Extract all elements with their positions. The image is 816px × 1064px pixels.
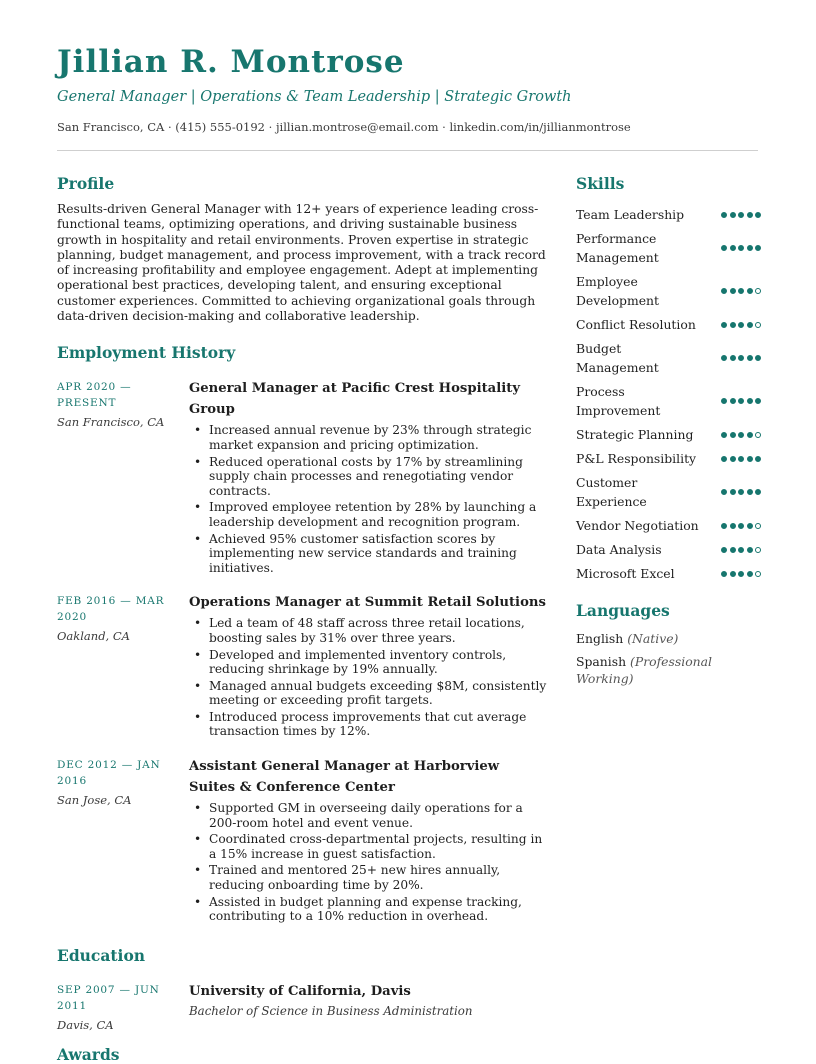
- skill-rating: [721, 523, 761, 529]
- education-entry: [57, 981, 547, 1032]
- employment-heading: Employment History: [57, 343, 236, 363]
- achievement-item: • Led a team of 48 staff across three retail locations, boosting sales by 31% over three years.: [189, 616, 547, 645]
- achievement-item: • Managed annual budgets exceeding $8M, consistently meeting or exceeding profit targets.: [189, 679, 547, 708]
- candidate-name: Jillian R. Montrose: [57, 44, 405, 80]
- skill-name: P&L Responsibility: [576, 451, 697, 466]
- rating-dot-filled-icon: [721, 432, 727, 438]
- skills-section: [576, 174, 761, 583]
- job-location: San Jose, CA: [57, 793, 132, 808]
- job-dates: FEB 2016 — MAR 2020: [57, 595, 165, 624]
- rating-dot-filled-icon: [721, 456, 727, 462]
- rating-dot-filled-icon: [738, 571, 744, 577]
- rating-dot-filled-icon: [730, 432, 736, 438]
- header-divider: [57, 150, 758, 151]
- language-level: (Professional Working): [576, 654, 712, 686]
- skill-rating: [721, 547, 761, 553]
- skill-rating: [721, 456, 761, 462]
- skill-item: [576, 382, 761, 420]
- rating-dot-filled-icon: [747, 571, 753, 577]
- sidebar-column: [576, 174, 761, 687]
- skill-name: Microsoft Excel: [576, 566, 675, 581]
- skill-rating: [721, 288, 761, 294]
- skill-name: Process Improvement: [576, 384, 661, 418]
- skill-rating: [721, 489, 761, 495]
- rating-dot-filled-icon: [721, 571, 727, 577]
- achievement-item: • Coordinated cross-departmental projects, resulting in a 15% increase in guest satisfaction.: [189, 832, 547, 861]
- job-body: [189, 378, 547, 575]
- education-location: Davis, CA: [57, 1017, 114, 1032]
- skill-item: [576, 315, 761, 334]
- achievement-item: • Achieved 95% customer satisfaction scores by implementing new service standards and training initiatives.: [189, 532, 547, 576]
- skill-rating: [721, 212, 761, 218]
- job-dates: APR 2020 — PRESENT: [57, 381, 132, 410]
- job-title: Operations Manager at Summit Retail Solutions: [189, 595, 546, 611]
- rating-dot-filled-icon: [730, 456, 736, 462]
- rating-dot-filled-icon: [738, 432, 744, 438]
- skills-heading: Skills: [576, 174, 625, 193]
- skill-name: Customer Experience: [576, 475, 647, 509]
- rating-dot-filled-icon: [747, 432, 753, 438]
- rating-dot-filled-icon: [747, 355, 753, 361]
- rating-dot-filled-icon: [747, 212, 753, 218]
- achievement-item: • Introduced process improvements that cut average transaction times by 12%.: [189, 710, 547, 739]
- rating-dot-filled-icon: [755, 489, 761, 495]
- language-level: (Native): [627, 631, 679, 646]
- rating-dot-filled-icon: [747, 456, 753, 462]
- job-body: [189, 592, 547, 739]
- rating-dot-empty-icon: [755, 523, 761, 529]
- skill-item: [576, 564, 761, 583]
- languages-heading: Languages: [576, 601, 670, 620]
- skill-item: [576, 205, 761, 224]
- rating-dot-filled-icon: [730, 245, 736, 251]
- skill-item: [576, 540, 761, 559]
- achievement-item: • Assisted in budget planning and expense tracking, contributing to a 10% reduction in overhead.: [189, 895, 547, 924]
- skill-rating: [721, 398, 761, 404]
- job-entry-2: [57, 592, 547, 739]
- rating-dot-filled-icon: [755, 245, 761, 251]
- rating-dot-filled-icon: [730, 489, 736, 495]
- education-meta: [57, 982, 177, 1032]
- skill-name: Budget Management: [576, 341, 659, 375]
- skills-list: [576, 205, 761, 583]
- skill-name: Strategic Planning: [576, 427, 694, 442]
- languages-section: [576, 601, 761, 687]
- achievement-item: • Increased annual revenue by 23% through strategic market expansion and pricing optimization.: [189, 423, 547, 452]
- rating-dot-filled-icon: [755, 355, 761, 361]
- profile-summary: Results-driven General Manager with 12+ years of experience leading cross-functional teams, optimizing operations, and driving sustainable business growth in hospitality and retail environments. Proven expertise in strategic planning, budget management, and process improvement, with a track record of increasing profitability and employee engagement. Adept at implementing operational best practices, developing talent, and ensuring exceptional customer experiences. Committed to achieving organizational goals through data-driven decision-making and collaborative leadership.: [57, 202, 546, 324]
- rating-dot-filled-icon: [738, 456, 744, 462]
- rating-dot-empty-icon: [755, 571, 761, 577]
- skill-item: [576, 229, 761, 267]
- rating-dot-filled-icon: [730, 322, 736, 328]
- job-title: General Manager at Pacific Crest Hospitality Group: [189, 381, 520, 418]
- rating-dot-filled-icon: [738, 523, 744, 529]
- rating-dot-filled-icon: [738, 355, 744, 361]
- language-name: English: [576, 631, 624, 646]
- rating-dot-filled-icon: [721, 288, 727, 294]
- rating-dot-filled-icon: [721, 489, 727, 495]
- job-location: San Francisco, CA: [57, 415, 165, 430]
- achievement-item: • Supported GM in overseeing daily operations for a 200-room hotel and event venue.: [189, 801, 547, 830]
- skill-name: Conflict Resolution: [576, 317, 696, 332]
- language-name: Spanish: [576, 654, 627, 669]
- rating-dot-filled-icon: [755, 398, 761, 404]
- education-heading: Education: [57, 945, 146, 965]
- skill-item: [576, 473, 761, 511]
- education-body: [189, 981, 547, 1018]
- rating-dot-filled-icon: [730, 355, 736, 361]
- job-dates: DEC 2012 — JAN 2016: [57, 759, 161, 788]
- skill-item: [576, 272, 761, 310]
- education-dates: SEP 2007 — JUN 2011: [57, 983, 160, 1012]
- rating-dot-empty-icon: [755, 322, 761, 328]
- job-meta: [57, 757, 177, 807]
- rating-dot-filled-icon: [738, 489, 744, 495]
- headline-tagline: General Manager | Operations & Team Leadership | Strategic Growth: [57, 89, 572, 105]
- rating-dot-filled-icon: [721, 322, 727, 328]
- rating-dot-filled-icon: [747, 322, 753, 328]
- rating-dot-filled-icon: [738, 547, 744, 553]
- rating-dot-filled-icon: [738, 398, 744, 404]
- main-column: [57, 174, 547, 1064]
- profile-heading: Profile: [57, 174, 115, 193]
- awards-heading: Awards: [57, 1044, 120, 1064]
- rating-dot-empty-icon: [755, 547, 761, 553]
- education-section: [57, 945, 547, 1032]
- job-entry-3: [57, 756, 547, 924]
- languages-list: [576, 630, 761, 687]
- rating-dot-filled-icon: [721, 212, 727, 218]
- rating-dot-empty-icon: [755, 432, 761, 438]
- job-body: [189, 756, 547, 924]
- rating-dot-filled-icon: [721, 245, 727, 251]
- rating-dot-filled-icon: [755, 212, 761, 218]
- rating-dot-filled-icon: [721, 355, 727, 361]
- rating-dot-filled-icon: [747, 489, 753, 495]
- rating-dot-filled-icon: [730, 523, 736, 529]
- job-achievements: [189, 616, 547, 739]
- rating-dot-filled-icon: [721, 547, 727, 553]
- rating-dot-filled-icon: [730, 547, 736, 553]
- skill-name: Vendor Negotiation: [576, 518, 699, 533]
- rating-dot-filled-icon: [730, 571, 736, 577]
- achievement-item: • Reduced operational costs by 17% by streamlining supply chain processes and renegotiating vendor contracts.: [189, 455, 547, 499]
- rating-dot-filled-icon: [747, 288, 753, 294]
- rating-dot-filled-icon: [755, 456, 761, 462]
- language-item: [576, 653, 761, 687]
- skill-name: Data Analysis: [576, 542, 662, 557]
- rating-dot-filled-icon: [747, 547, 753, 553]
- employment-section: [57, 343, 547, 923]
- language-item: [576, 630, 761, 647]
- rating-dot-filled-icon: [747, 245, 753, 251]
- rating-dot-filled-icon: [747, 398, 753, 404]
- job-entry-1: [57, 378, 547, 575]
- skill-name: Team Leadership: [576, 207, 685, 222]
- skill-item: [576, 449, 761, 468]
- skill-item: [576, 425, 761, 444]
- skill-item: [576, 516, 761, 535]
- skill-rating: [721, 432, 761, 438]
- job-location: Oakland, CA: [57, 629, 130, 644]
- skill-name: Performance Management: [576, 231, 659, 265]
- skill-item: [576, 339, 761, 377]
- degree-name: Bachelor of Science in Business Administration: [189, 1003, 473, 1018]
- job-title: Assistant General Manager at Harborview Suites & Conference Center: [189, 759, 500, 796]
- achievement-item: • Trained and mentored 25+ new hires annually, reducing onboarding time by 20%.: [189, 863, 547, 892]
- rating-dot-filled-icon: [738, 288, 744, 294]
- skill-rating: [721, 322, 761, 328]
- job-achievements: [189, 423, 547, 575]
- rating-dot-filled-icon: [730, 288, 736, 294]
- contact-line: San Francisco, CA · (415) 555-0192 · jillian.montrose@email.com · linkedin.com/in/jillianmontrose: [57, 120, 631, 134]
- achievement-item: • Improved employee retention by 28% by launching a leadership development and recognition program.: [189, 500, 547, 529]
- rating-dot-filled-icon: [738, 322, 744, 328]
- school-name: University of California, Davis: [189, 983, 411, 999]
- job-achievements: [189, 801, 547, 924]
- rating-dot-filled-icon: [738, 212, 744, 218]
- profile-section: [57, 174, 547, 324]
- rating-dot-filled-icon: [747, 523, 753, 529]
- awards-section: [57, 1045, 547, 1064]
- job-meta: [57, 593, 177, 643]
- rating-dot-filled-icon: [721, 398, 727, 404]
- skill-name: Employee Development: [576, 274, 659, 308]
- rating-dot-filled-icon: [730, 212, 736, 218]
- rating-dot-filled-icon: [738, 245, 744, 251]
- rating-dot-filled-icon: [721, 523, 727, 529]
- achievement-item: • Developed and implemented inventory controls, reducing shrinkage by 19% annually.: [189, 648, 547, 677]
- skill-rating: [721, 355, 761, 361]
- skill-rating: [721, 245, 761, 251]
- job-meta: [57, 379, 177, 429]
- rating-dot-filled-icon: [730, 398, 736, 404]
- skill-rating: [721, 571, 761, 577]
- rating-dot-empty-icon: [755, 288, 761, 294]
